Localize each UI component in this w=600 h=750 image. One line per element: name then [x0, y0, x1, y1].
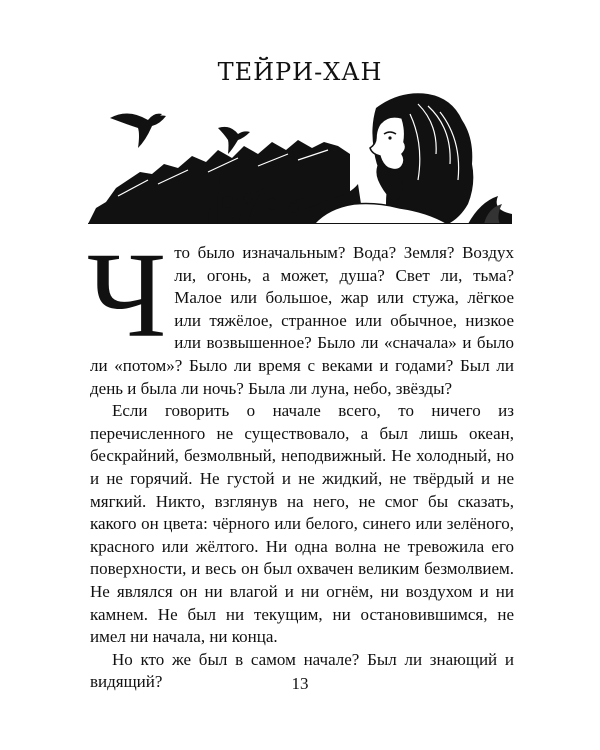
bird-icon: [110, 113, 166, 148]
chapter-illustration: [88, 84, 512, 224]
page-number: 13: [291, 674, 309, 693]
drop-cap: Ч: [87, 228, 167, 363]
chapter-text: [87, 228, 514, 694]
paragraph: то было изначальным? Вода? Земля? Воздух ли, огонь, а может, душа? Свет ли, тьма? Малое или большое, жар или стужа, лёгкое или тяжёлое, странное или обычное, низкое или возвышенное? Было ли «сначала» и было ли «потом»? Было ли время с веками и годами? Был ли день и была ли ночь? Была ли луна, небо, звёзды?: [90, 243, 514, 398]
chapter-title: ТЕЙРИ-ХАН: [217, 58, 383, 86]
paragraph: Если говорить о начале всего, то ничего из перечисленного не существовало, а был лишь океан, бескрайний, безмолвный, неподвижный. Не холодный, но и не горячий. Не густой и не жидкий, не твёрдый и не мягкий. Никто, взглянув на него, не смог бы сказать, какого он цвета: чёрного или белого, синего или зелёного, красного или жёлтого. Ни одна волна не тревожила его поверхности, и весь он был охвачен великим безмолвием. Не являлся он ни влагой и ни огнём, ни воздухом и ни камнем. Не был ни текущим, ни остановившимся, не имел ни начала, ни конца.: [90, 401, 514, 647]
paragraph: Но кто же был в самом начале? Был ли знающий и видящий?: [90, 649, 514, 692]
